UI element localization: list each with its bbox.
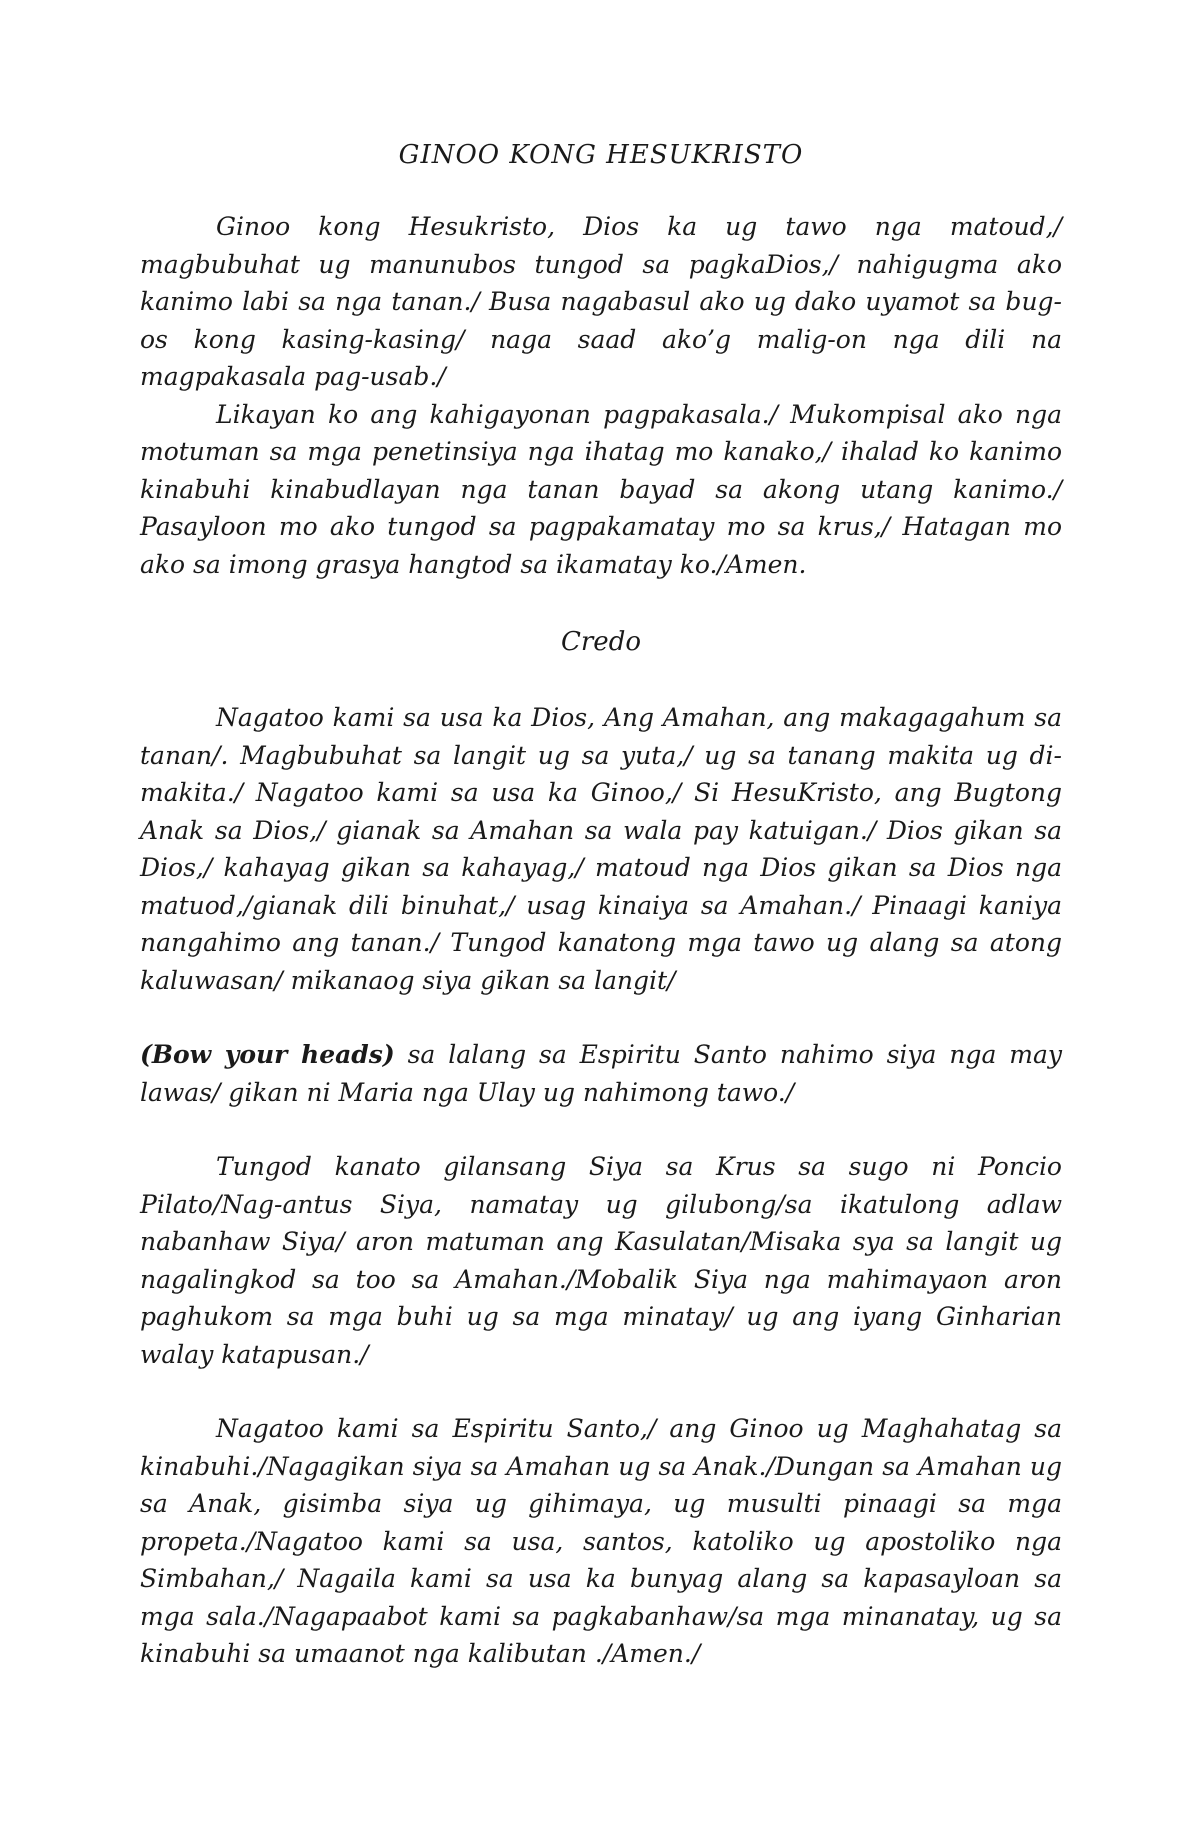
credo-paragraph-2-text: sa lalang sa Espiritu Santo nahimo siya nga may lawas/ gikan ni Maria nga Ulay ug nahimong tawo./: [140, 1040, 1062, 1107]
prayer-paragraph-2: Likayan ko ang kahigayonan pagpakasala./ Mukompisal ako nga motuman sa mga penetinsiya nga ihatag mo kanako,/ ihalad ko kanimo kinabuhi kinabudlayan nga tanan bayad sa akong utang kanimo./ Pasayloon mo ako tungod sa pagpakamatay mo sa krus,/ Hatagan mo ako sa imong grasya hangtod sa ikamatay ko./Amen.: [140, 399, 1062, 579]
credo-paragraph-3: Tungod kanato gilansang Siya sa Krus sa sugo ni Poncio Pilato/Nag-antus Siya, namatay ug gilubong/sa ikatulong adlaw nabanhaw Siya/ aron matuman ang Kasulatan/Misaka sya sa langit ug nagalingkod sa too sa Amahan./Mobalik Siya nga mahimayaon aron paghukom sa mga buhi ug sa mga minatay/ ug ang iyang Ginharian walay katapusan./: [140, 1152, 1062, 1369]
credo-paragraph-1: Nagatoo kami sa usa ka Dios, Ang Amahan, ang makagagahum sa tanan/. Magbubuhat sa langit ug sa yuta,/ ug sa tanang makita ug di-makita./ Nagatoo kami sa usa ka Ginoo,/ Si HesuKristo, ang Bugtong Anak sa Dios,/ gianak sa Amahan sa wala pay katuigan./ Dios gikan sa Dios,/ kahayag gikan sa kahayag,/ matoud nga Dios gikan sa Dios nga matuod,/gianak dili binuhat,/ usag kinaiya sa Amahan./ Pinaagi kaniya nangahimo ang tanan./ Tungod kanatong mga tawo ug alang sa atong kaluwasan/ mikanaog siya gikan sa langit/: [140, 703, 1062, 995]
credo-paragraph-2: [140, 1036, 1062, 1111]
bow-heads-instruction: (Bow your heads): [140, 1040, 395, 1069]
credo-paragraph-4: Nagatoo kami sa Espiritu Santo,/ ang Ginoo ug Maghahatag sa kinabuhi./Nagagikan siya sa Amahan ug sa Anak./Dungan sa Amahan ug sa Anak, gisimba siya ug gihimaya, ug musulti pinaagi sa mga propeta./Nagatoo kami sa usa, santos, katoliko ug apostoliko nga Simbahan,/ Nagaila kami sa usa ka bunyag alang sa kapasayloan sa mga sala./Nagapaabot kami sa pagkabanhaw/sa mga minanatay, ug sa kinabuhi sa umaanot nga kalibutan ./Amen./: [140, 1414, 1062, 1668]
credo-title: Credo: [560, 627, 641, 657]
prayer-title: GINOO KONG HESUKRISTO: [398, 140, 804, 170]
document-page: [140, 140, 1062, 1673]
prayer-paragraph-1: Ginoo kong Hesukristo, Dios ka ug tawo nga matoud,/ magbubuhat ug manunubos tungod sa pagkaDios,/ nahigugma ako kanimo labi sa nga tanan./ Busa nagabasul ako ug dako uyamot sa bug-os kong kasing-kasing/ naga saad ako’g malig-on nga dili na magpakasala pag-usab./: [140, 212, 1062, 391]
